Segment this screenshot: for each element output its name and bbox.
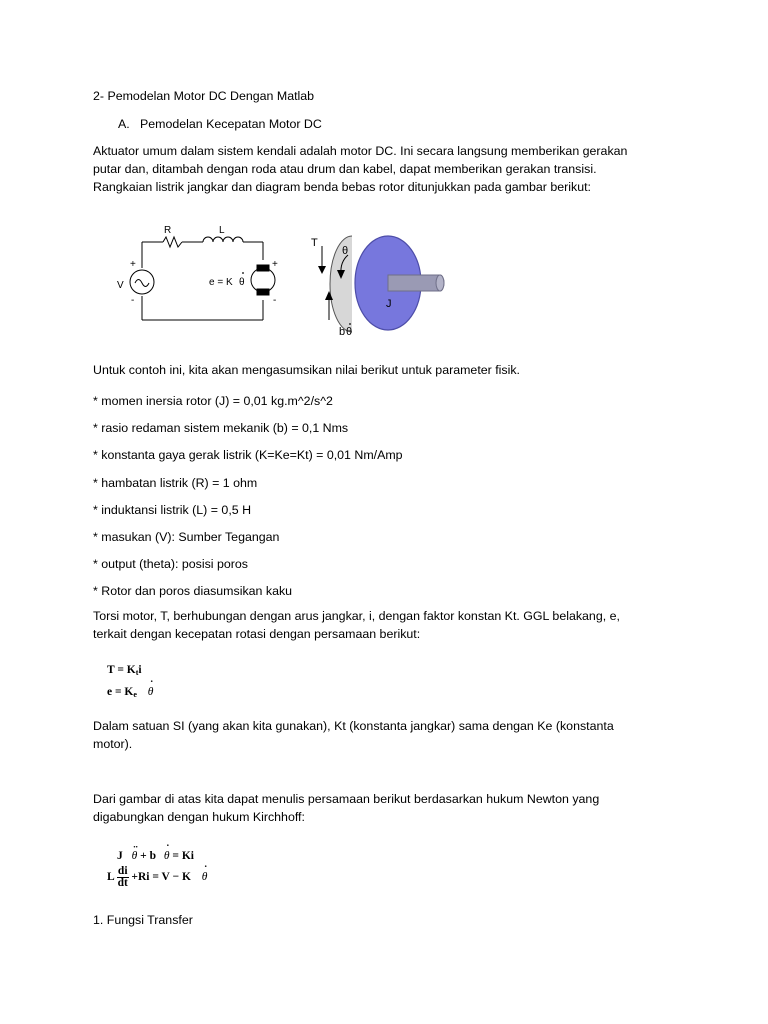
inductor-symbol	[203, 237, 243, 242]
list-item: * rasio redaman sistem mekanik (b) = 0,1 Nms	[93, 421, 349, 436]
kirchhoff-equation: L $\frac{di}{dt}$ +Ri = V − K · θ	[107, 866, 207, 889]
subsection-marker: A.	[118, 117, 130, 131]
paragraph-line: terkait dengan kecepatan rotasi dengan persamaan berikut:	[93, 627, 421, 641]
motor-figure	[0, 0, 768, 360]
torque-label: T	[311, 237, 318, 249]
resistor-symbol	[163, 237, 182, 247]
intro-line: Rangkaian listrik jangkar dan diagram benda bebas rotor ditunjukkan pada gambar berikut:	[93, 180, 591, 194]
rotor-diagram	[318, 236, 444, 332]
torque-paragraph	[93, 607, 620, 643]
newton-paragraph	[93, 790, 599, 826]
theta-symbol: θ	[239, 277, 245, 288]
theta-dot: · θ	[164, 847, 170, 865]
params-intro: Untuk contoh ini, kita akan mengasumsikan nilai berikut untuk parameter fisik.	[93, 363, 520, 377]
list-item: * momen inersia rotor (J) = 0,01 kg.m^2/s^2	[93, 394, 333, 408]
section-title: 2- Pemodelan Motor DC Dengan Matlab	[93, 89, 315, 103]
paragraph-line: motor).	[93, 737, 133, 751]
list-item: * output (theta): posisi poros	[93, 557, 248, 572]
paragraph-line: Dari gambar di atas kita dapat menulis persamaan berikut berdasarkan hukum Newton yang	[93, 792, 600, 806]
list-item: * Rotor dan poros diasumsikan kaku	[93, 584, 293, 599]
plus-sign: +	[272, 259, 278, 270]
paragraph-line: Torsi motor, T, berhubungan dengan arus jangkar, i, dengan faktor konstan Kt. GGL belakang, e,	[93, 609, 620, 623]
theta-dot: · θ	[202, 868, 208, 886]
back-emf-label: e = K	[209, 277, 233, 288]
list-item: * masukan (V): Sumber Tegangan	[93, 530, 280, 545]
minus-sign: -	[131, 295, 135, 306]
damping-label: b	[339, 326, 346, 338]
theta-symbol: θ	[346, 326, 353, 338]
back-emf-equation: $e = K_e \cdot \theta$	[107, 683, 153, 701]
list-item: * konstanta gaya gerak listrik (K=Ke=Kt) = 0,01 Nm/Amp	[93, 448, 403, 463]
motor-symbol	[251, 268, 275, 292]
theta-dot: · θ	[148, 683, 154, 701]
si-paragraph	[93, 717, 614, 753]
minus-sign: -	[273, 295, 277, 306]
params-list	[93, 388, 403, 606]
intro-line: Aktuator umum dalam sistem kendali adalah motor DC. Ini secara langsung memberikan gerakan	[93, 144, 628, 158]
inertia-label: J	[386, 298, 392, 310]
intro-line: putar dan, ditambah dengan roda atau drum dan kabel, dapat memberikan gerakan transisi.	[93, 162, 597, 176]
list-item: * induktansi listrik (L) = 0,5 H	[93, 502, 252, 517]
armature-circuit	[130, 237, 275, 320]
inductor-label: L	[219, 225, 225, 236]
paragraph-line: digabungkan dengan hukum Kirchhoff:	[93, 810, 305, 824]
voltage-label: V	[117, 280, 124, 291]
plus-sign: +	[130, 259, 136, 270]
theta-label: θ	[342, 245, 349, 257]
derivative-fraction: $\frac{di}{dt}$	[117, 865, 128, 889]
theta-double-dot: ·· θ	[132, 847, 138, 865]
subsection-title: Pemodelan Kecepatan Motor DC	[140, 117, 322, 131]
paragraph-line: Dalam satuan SI (yang akan kita gunakan), Kt (konstanta jangkar) sama dengan Ke (konstanta	[93, 719, 614, 733]
resistor-label: R	[164, 225, 172, 236]
transfer-function-heading: 1. Fungsi Transfer	[93, 913, 193, 927]
newton-equation: J ·· θ + b · θ = Ki	[117, 847, 194, 865]
torque-equation: $T = K_ti$	[107, 664, 142, 677]
list-item: * hambatan listrik (R) = 1 ohm	[93, 475, 258, 490]
